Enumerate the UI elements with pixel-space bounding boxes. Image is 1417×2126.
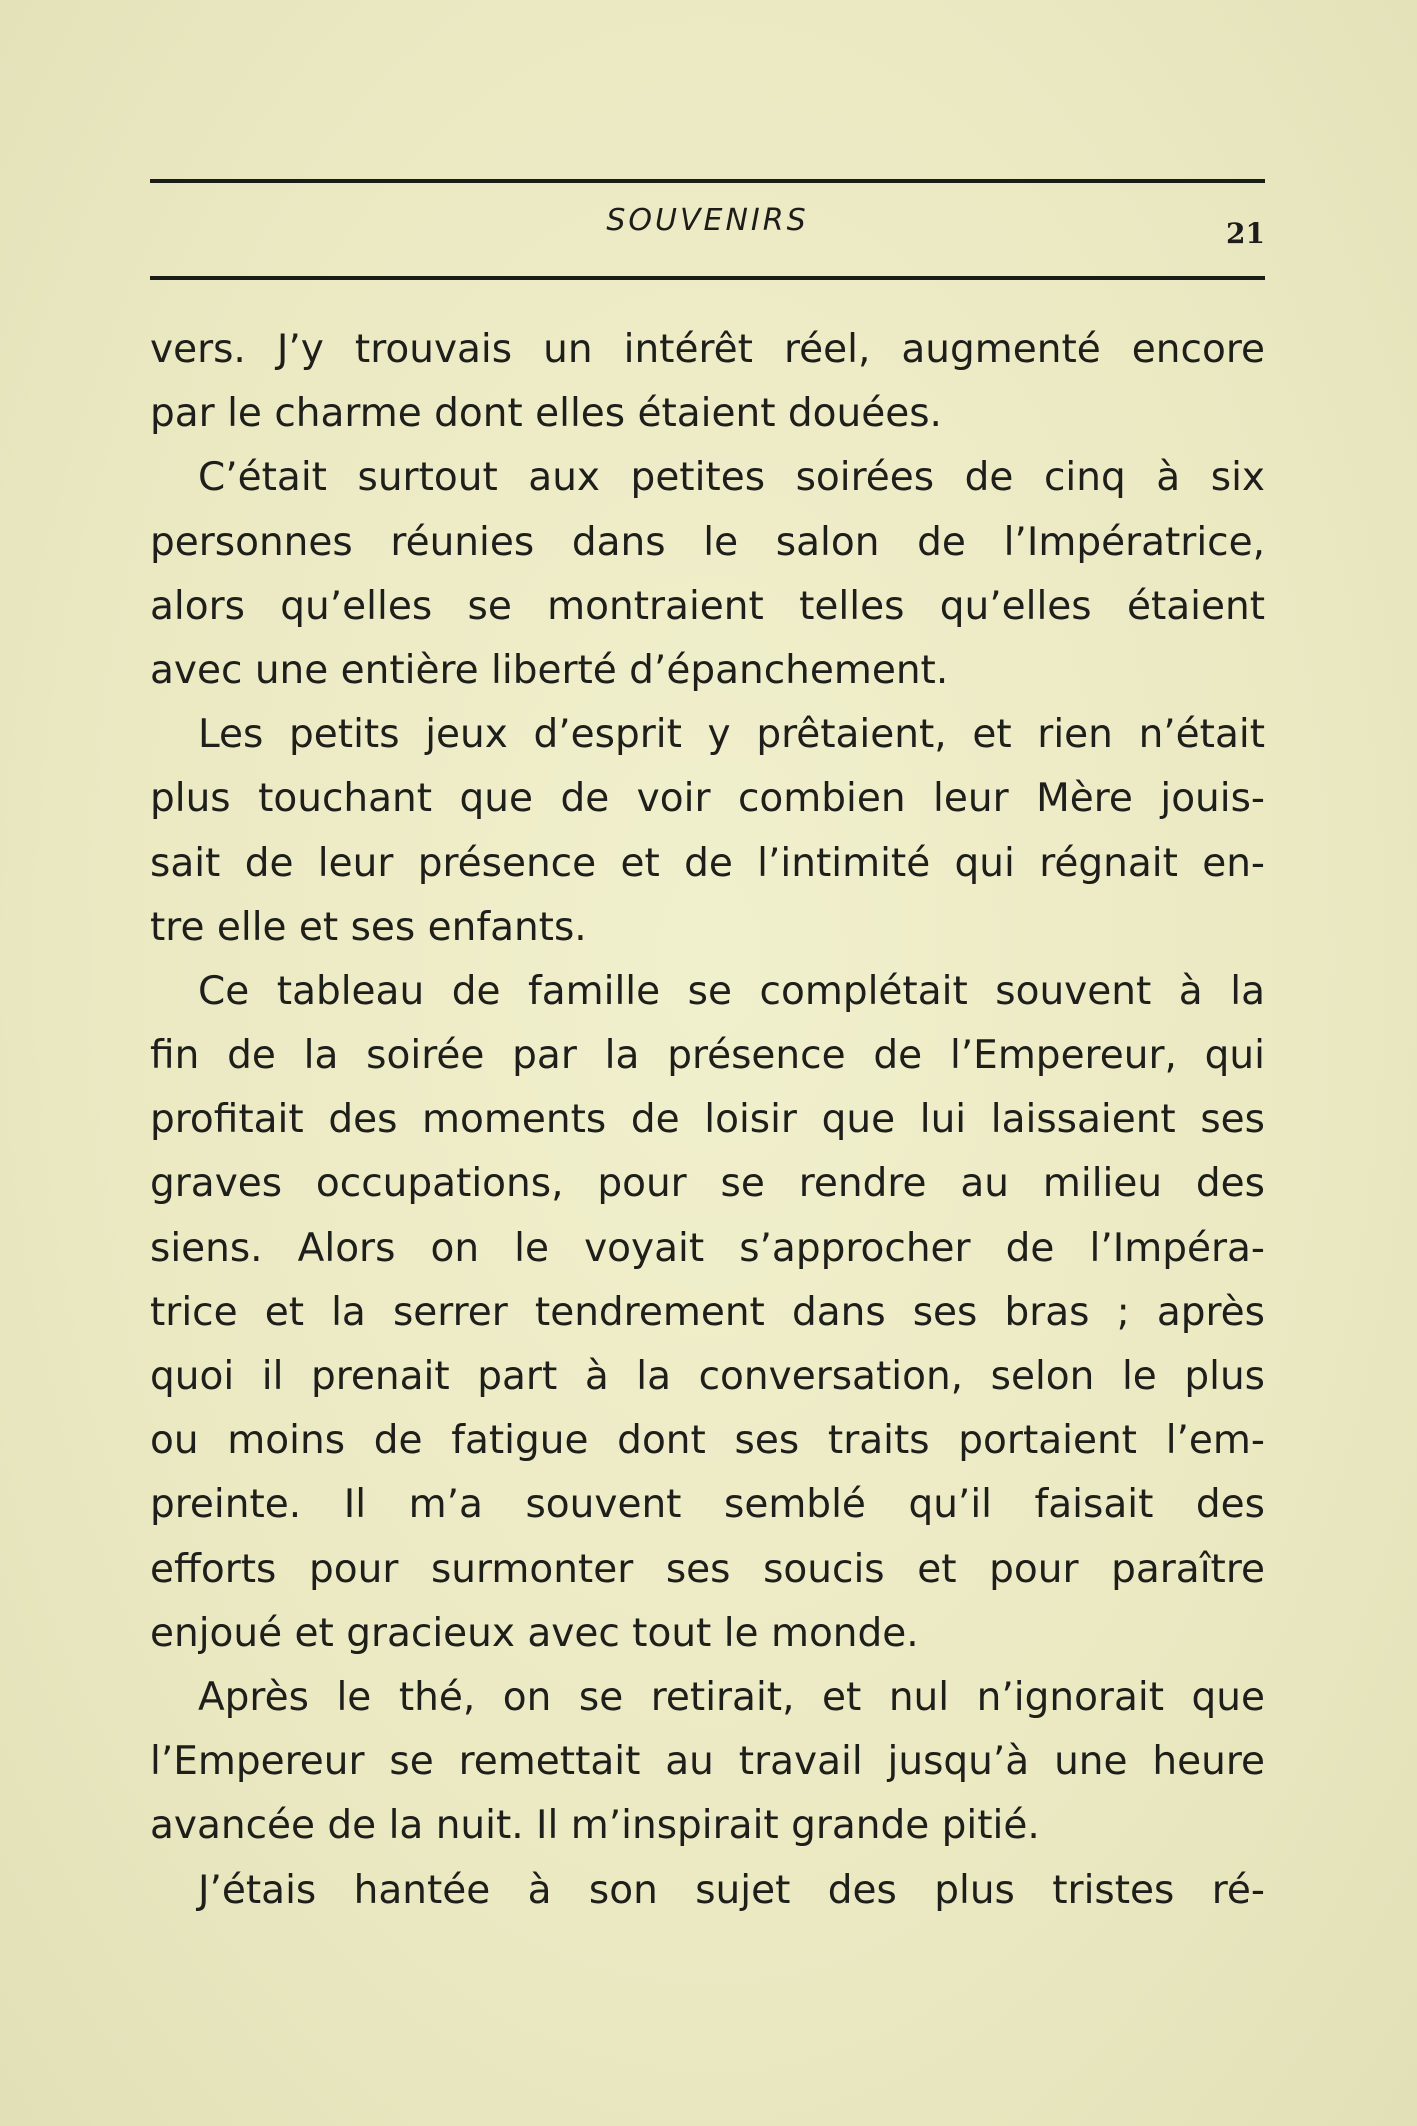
text-line: trice et la serrer tendrement dans ses bras ; après — [150, 1289, 1265, 1335]
text-line: siens. Alors on le voyait s’approcher de l’Impéra- — [150, 1225, 1265, 1271]
text-line: vers. J’y trouvais un intérêt réel, augmenté encore — [150, 327, 1265, 372]
text-line: enjoué et gracieux avec tout le monde. — [150, 1610, 919, 1656]
running-title: SOUVENIRS — [606, 203, 809, 238]
header-rule-top — [150, 179, 1265, 183]
running-head — [150, 175, 1265, 285]
text-line: preinte. Il m’a souvent semblé qu’il faisait des — [150, 1482, 1265, 1528]
text-line: graves occupations, pour se rendre au milieu des — [150, 1161, 1265, 1207]
text-line: personnes réunies dans le salon de l’Impératrice, — [150, 519, 1265, 565]
page-number: 21 — [1226, 217, 1265, 250]
text-line: sait de leur présence et de l’intimité qui régnait en- — [150, 840, 1265, 886]
text-line: ou moins de fatigue dont ses traits portaient l’em- — [150, 1418, 1265, 1464]
text-line: Après le thé, on se retirait, et nul n’ignorait que — [198, 1674, 1265, 1720]
header-rule-bottom — [150, 276, 1265, 280]
body-text — [150, 318, 1265, 1923]
text-line: avec une entière liberté d’épanchement. — [150, 647, 949, 693]
text-line: Les petits jeux d’esprit y prêtaient, et rien n’était — [198, 712, 1265, 758]
text-line: J’étais hantée à son sujet des plus tristes ré- — [198, 1867, 1265, 1913]
text-line: l’Empereur se remettait au travail jusqu’à une heure — [150, 1739, 1265, 1785]
text-line: fin de la soirée par la présence de l’Empereur, qui — [150, 1033, 1265, 1079]
text-line: efforts pour surmonter ses soucis et pour paraître — [150, 1546, 1265, 1592]
text-line: quoi il prenait part à la conversation, selon le plus — [150, 1354, 1265, 1399]
text-line: alors qu’elles se montraient telles qu’elles étaient — [150, 583, 1265, 629]
text-line: par le charme dont elles étaient douées. — [150, 391, 942, 437]
text-line: profitait des moments de loisir que lui laissaient ses — [150, 1097, 1265, 1143]
text-line: tre elle et ses enfants. — [150, 904, 587, 950]
text-line: C’était surtout aux petites soirées de cinq à six — [198, 455, 1265, 501]
text-line: plus touchant que de voir combien leur Mère jouis- — [150, 776, 1265, 822]
text-line: avancée de la nuit. Il m’inspirait grande pitié. — [150, 1803, 1040, 1849]
text-line: Ce tableau de famille se complétait souvent à la — [198, 968, 1265, 1014]
